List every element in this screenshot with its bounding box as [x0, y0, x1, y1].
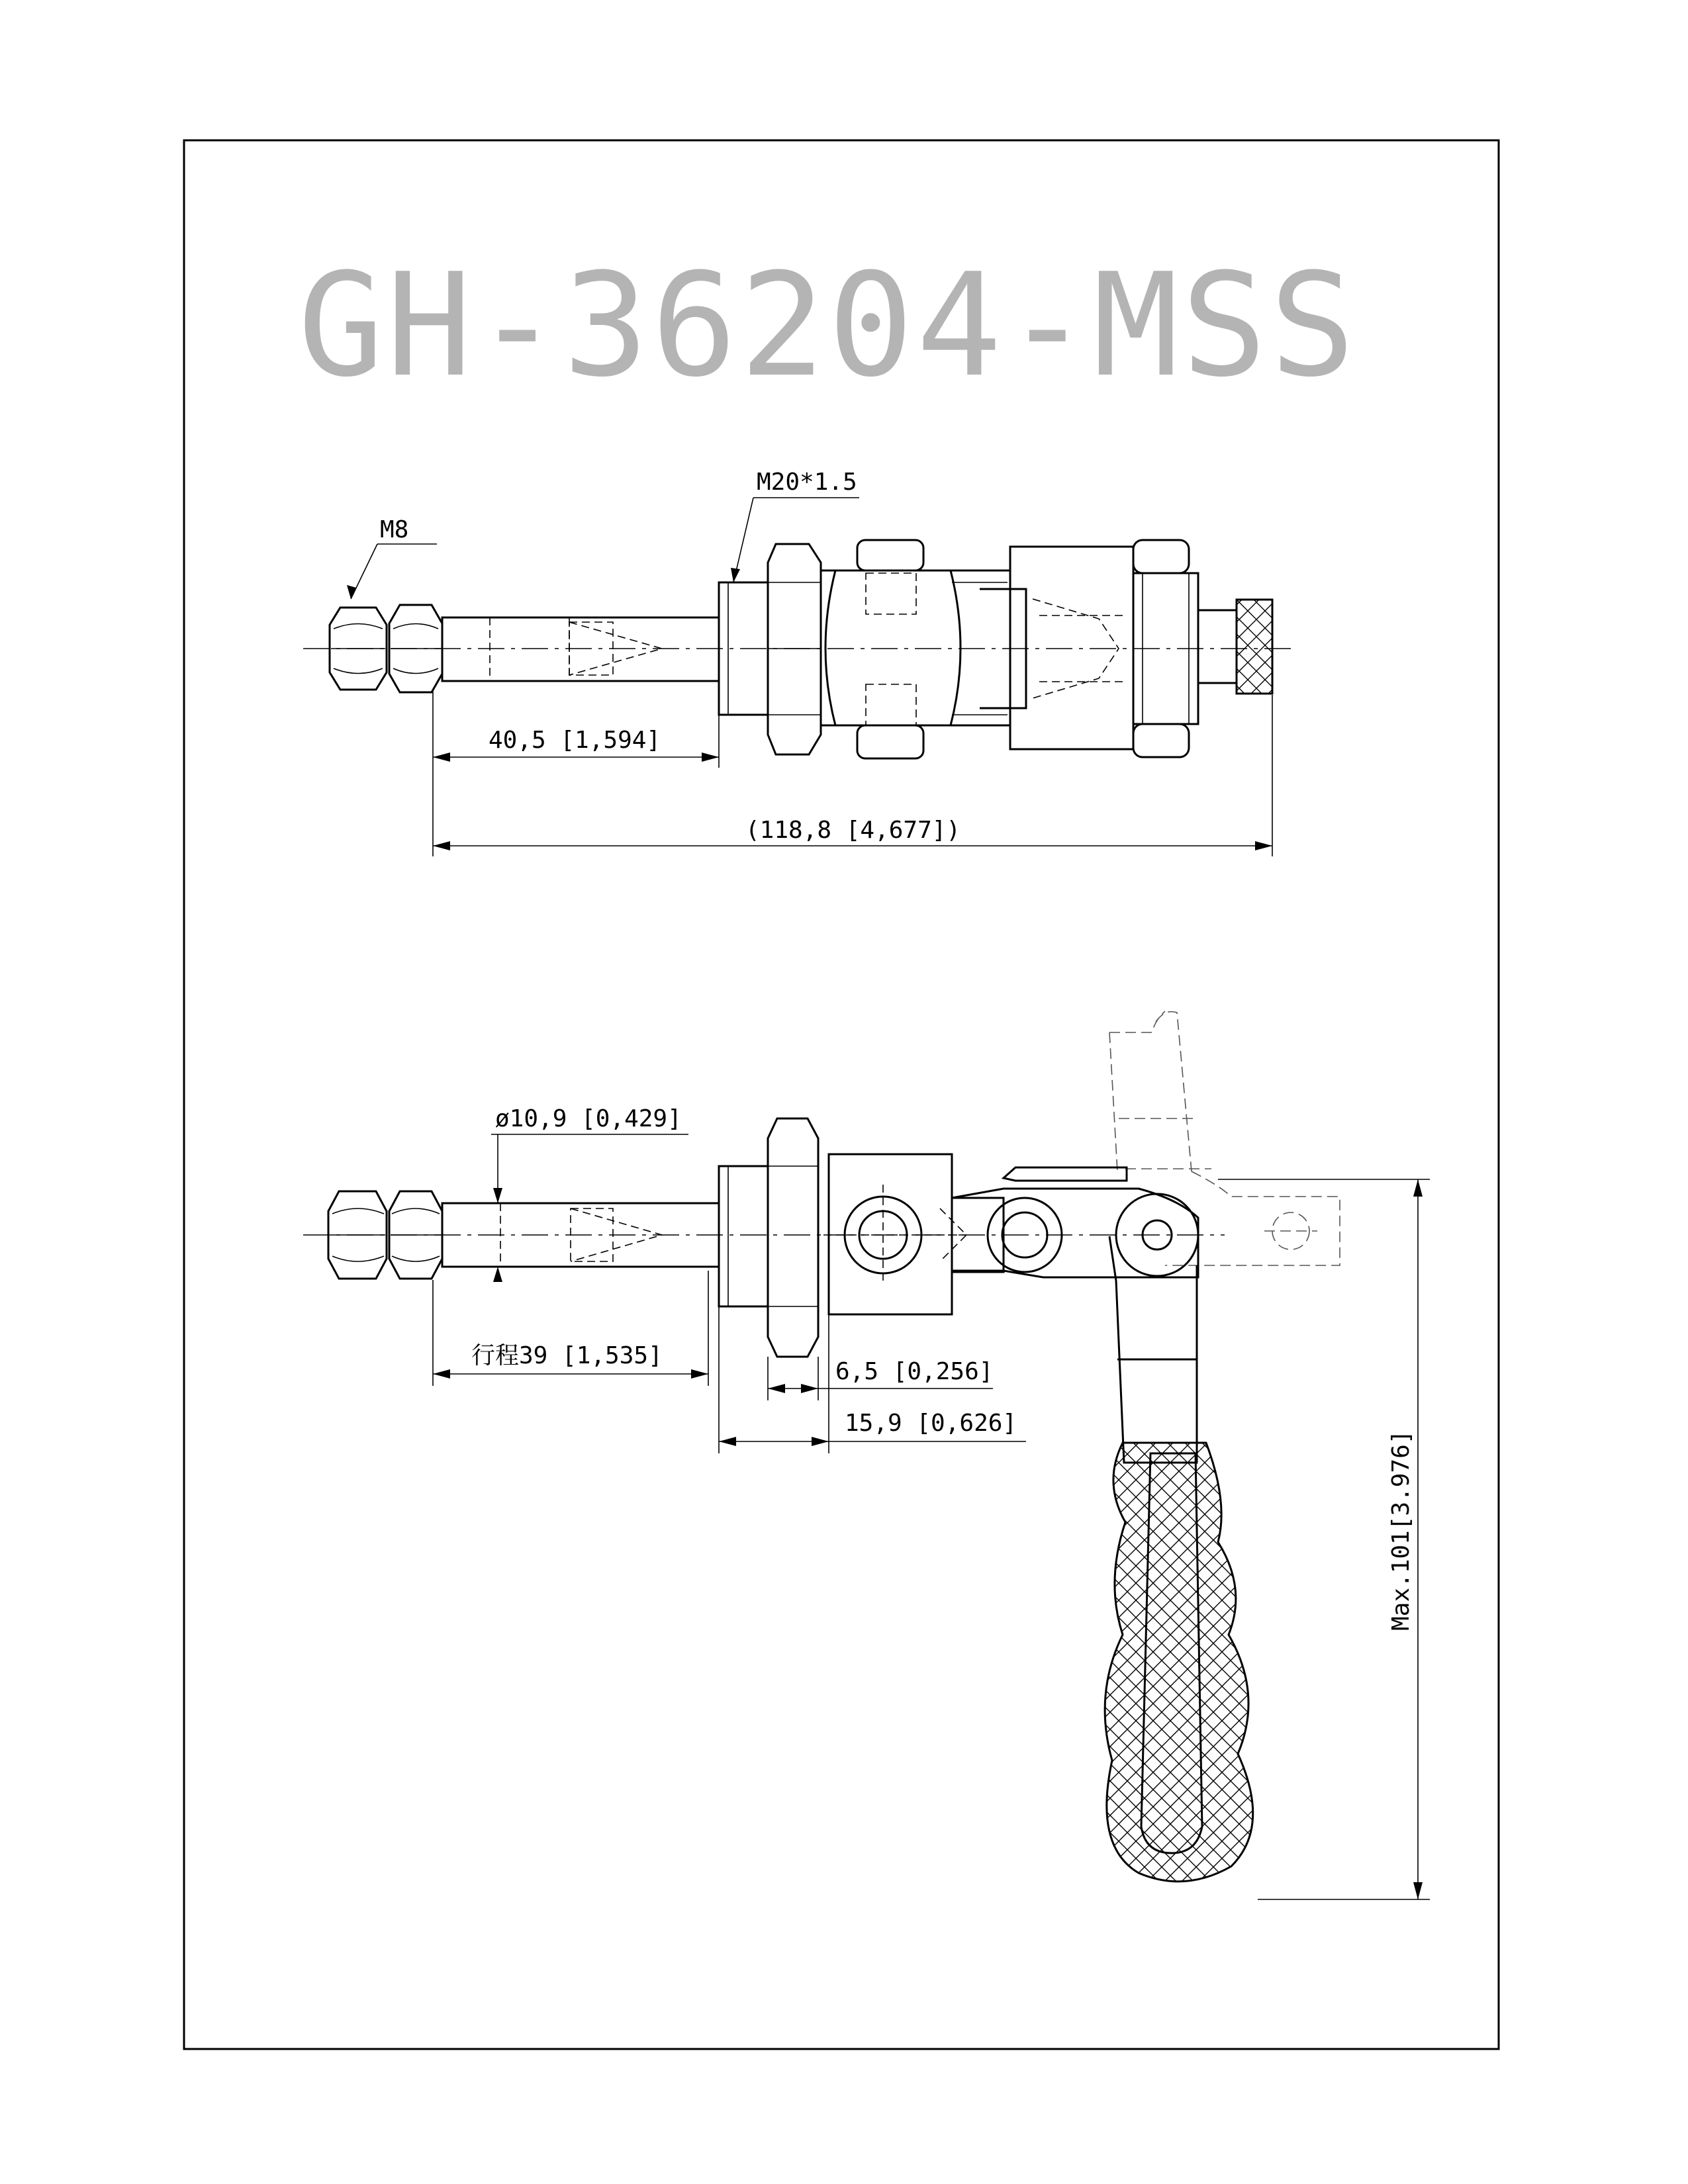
top-lock-nut: [330, 608, 387, 690]
top-plunger: [442, 617, 719, 681]
dim-118-8-label: (118,8 [4,677]): [745, 817, 961, 844]
max-height-label: Max.101[3.976]: [1387, 1430, 1415, 1631]
top-clamp-body: [821, 540, 1010, 758]
top-jam-nut: [389, 605, 442, 692]
handle-grip: [1105, 1443, 1253, 1882]
thread-label: M20*1.5: [757, 469, 857, 496]
side-lock-nut: [328, 1191, 387, 1279]
dim-6-5-label: 6,5 [0,256]: [835, 1358, 994, 1385]
dim-stroke: [433, 1271, 708, 1386]
side-jam-nut: [389, 1191, 442, 1279]
dim-6-5: [768, 1357, 993, 1400]
side-clamp-body: [823, 1154, 1004, 1314]
part-number-title: GH-36204-MSS: [298, 242, 1358, 408]
dim-40-5-label: 40,5 [1,594]: [489, 727, 661, 754]
drawing-border: [184, 140, 1499, 2049]
dim-40-5: [433, 691, 719, 856]
m8-label: M8: [380, 516, 409, 543]
side-bushing: [719, 1118, 818, 1357]
side-view: [303, 1011, 1430, 1899]
diameter-label: ø10,9 [0,429]: [495, 1105, 682, 1132]
dim-stroke-label: 行程39 [1,535]: [471, 1342, 663, 1369]
top-view: [303, 469, 1297, 856]
dim-118-8: [433, 695, 1272, 856]
m8-callout: [347, 516, 437, 599]
dim-15-9-label: 15,9 [0,626]: [845, 1410, 1017, 1437]
thread-callout: [731, 469, 859, 582]
